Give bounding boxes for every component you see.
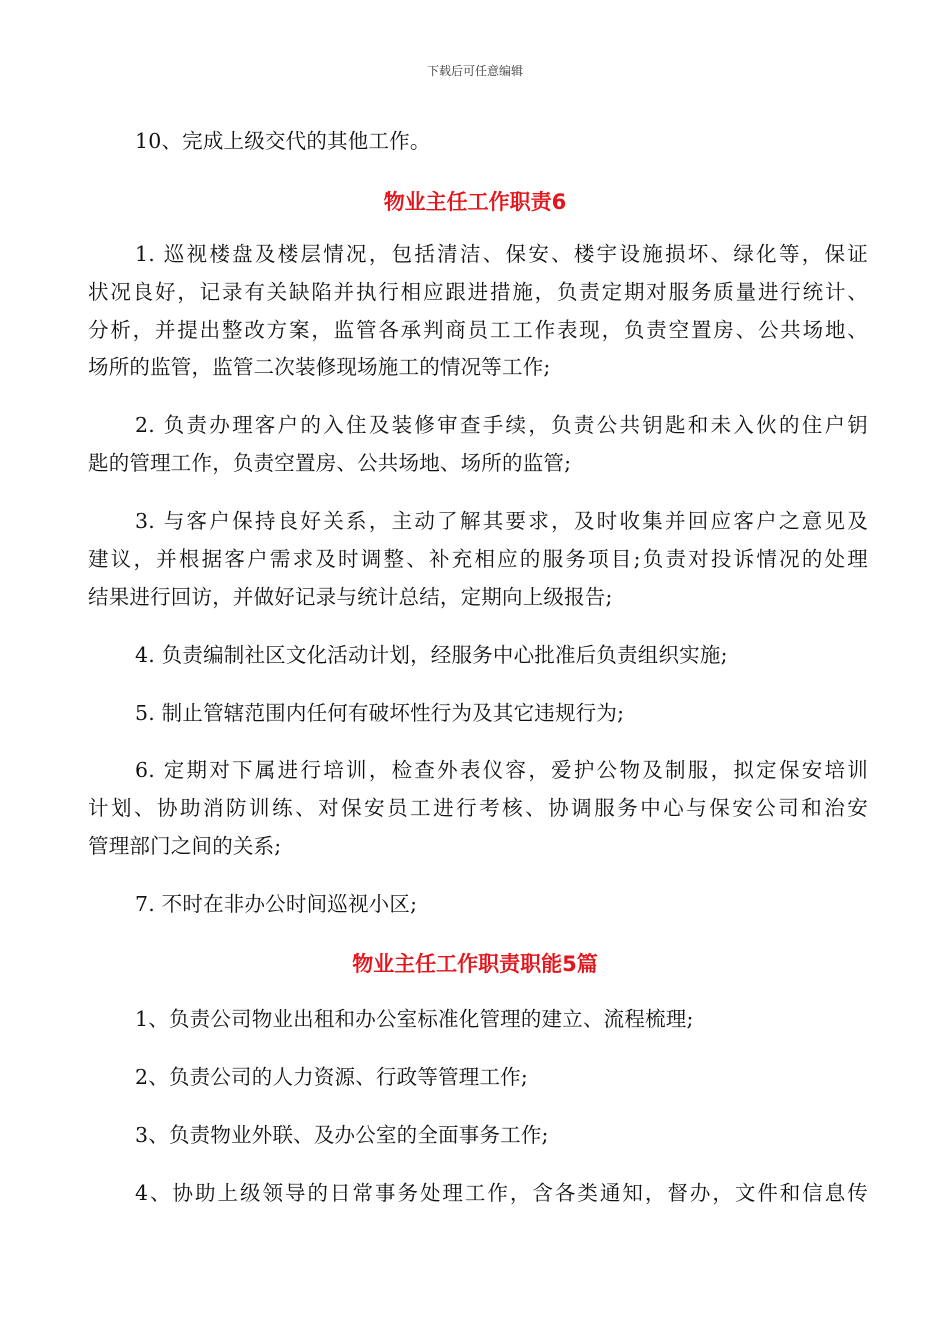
paragraph-1-line-1: 1. 巡视楼盘及楼层情况，包括清洁、保安、楼宇设施损坏、绿化等，保证 (135, 242, 868, 266)
paragraph-6-line-1: 6. 定期对下属进行培训，检查外表仪容，爱护公物及制服，拟定保安培训 (135, 758, 868, 782)
paragraph-6-line-2: 计划、协助消防训练、对保安员工进行考核、协调服务中心与保安公司和治安 (88, 796, 868, 820)
paragraph-3-line-3: 结果进行回访，并做好记录与统计总结，定期向上级报告; (88, 585, 613, 609)
list-item-1: 1、负责公司物业出租和办公室标准化管理的建立、流程梳理; (135, 1007, 694, 1031)
paragraph-3-line-1: 3. 与客户保持良好关系，主动了解其要求，及时收集并回应客户之意见及 (135, 509, 868, 533)
list-item-10: 10、完成上级交代的其他工作。 (135, 129, 431, 153)
paragraph-4: 4. 负责编制社区文化活动计划，经服务中心批准后负责组织实施; (135, 643, 728, 667)
list-item-4: 4、协助上级领导的日常事务处理工作，含各类通知，督办，文件和信息传 (135, 1181, 868, 1205)
section-title-5: 物业主任工作职责职能5篇 (352, 952, 598, 976)
paragraph-2-line-1: 2. 负责办理客户的入住及装修审查手续，负责公共钥匙和未入伙的住户钥 (135, 413, 868, 437)
paragraph-1-line-4: 场所的监管，监管二次装修现场施工的情况等工作; (88, 355, 551, 379)
paragraph-1-line-3: 分析，并提出整改方案，监管各承判商员工工作表现，负责空置房、公共场地、 (88, 318, 868, 342)
paragraph-5: 5. 制止管辖范围内任何有破坏性行为及其它违规行为; (135, 701, 625, 725)
paragraph-7: 7. 不时在非办公时间巡视小区; (135, 892, 418, 916)
paragraph-1-line-2: 状况良好，记录有关缺陷并执行相应跟进措施，负责定期对服务质量进行统计、 (88, 280, 868, 304)
list-item-2: 2、负责公司的人力资源、行政等管理工作; (135, 1065, 528, 1089)
paragraph-3-line-2: 建议，并根据客户需求及时调整、补充相应的服务项目;负责对投诉情况的处理 (88, 547, 868, 571)
page-header: 下载后可任意编辑 (426, 64, 523, 78)
paragraph-6-line-3: 管理部门之间的关系; (88, 834, 282, 858)
paragraph-2-line-2: 匙的管理工作，负责空置房、公共场地、场所的监管; (88, 451, 572, 475)
list-item-3: 3、负责物业外联、及办公室的全面事务工作; (135, 1123, 549, 1147)
section-title-6: 物业主任工作职责6 (383, 190, 567, 214)
